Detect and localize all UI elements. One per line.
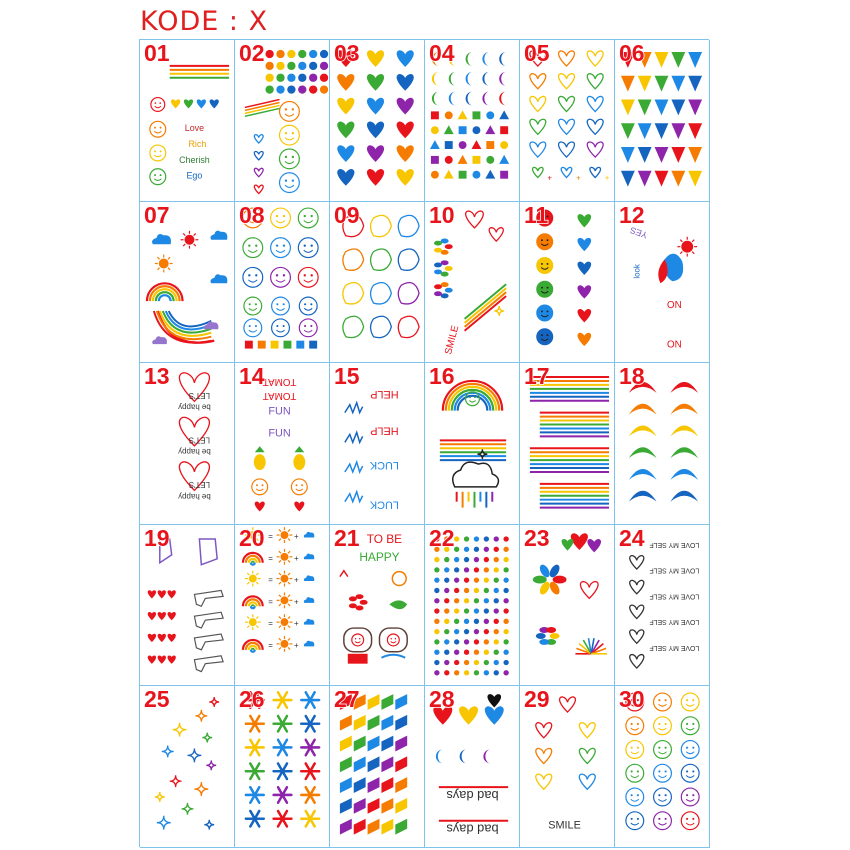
sticker-code: 03 [334, 40, 360, 66]
sticker-code: 13 [144, 363, 170, 390]
sticker-code: 10 [429, 201, 455, 228]
sticker-12[interactable] [615, 202, 710, 364]
sticker-24[interactable] [615, 525, 710, 687]
sticker-09[interactable] [330, 202, 425, 364]
svg-text:Rich: Rich [188, 139, 207, 150]
svg-text:+: + [294, 553, 299, 563]
svg-text:YES: YES [628, 224, 649, 241]
sticker-code: 22 [429, 524, 455, 551]
svg-text:+: + [547, 173, 552, 183]
sticker-19[interactable] [140, 525, 235, 687]
sticker-22[interactable] [425, 525, 520, 687]
sticker-26[interactable] [235, 686, 330, 848]
page-title: KODE : X [140, 6, 269, 37]
sticker-code: 05 [524, 40, 550, 66]
sticker-grid [139, 39, 709, 847]
sticker-code: 26 [239, 686, 265, 713]
sticker-code: 07 [144, 201, 170, 228]
svg-text:LET'S: LET'S [188, 480, 211, 490]
sticker-code: 27 [334, 686, 360, 713]
sticker-21[interactable] [330, 525, 425, 687]
svg-text:HELP: HELP [370, 424, 399, 437]
svg-text:+: + [576, 173, 581, 183]
sticker-code: 29 [524, 686, 550, 713]
svg-text:+: + [294, 597, 299, 607]
sticker-code: 17 [524, 363, 550, 390]
svg-text:TOMAT: TOMAT [262, 376, 297, 388]
svg-text:SMILE: SMILE [548, 820, 581, 833]
svg-text:LOVE MY SELF: LOVE MY SELF [649, 566, 700, 574]
svg-text:Love: Love [184, 123, 205, 134]
svg-text:bad days: bad days [446, 788, 499, 804]
sticker-06[interactable] [615, 40, 710, 202]
sticker-code: 25 [144, 686, 170, 713]
sticker-code: 18 [619, 363, 645, 390]
sticker-08[interactable] [235, 202, 330, 364]
sticker-27[interactable] [330, 686, 425, 848]
sticker-code: 01 [144, 40, 170, 66]
svg-text:=: = [268, 575, 273, 585]
sticker-04[interactable] [425, 40, 520, 202]
sticker-code: 15 [334, 363, 360, 390]
svg-text:=: = [268, 597, 273, 607]
svg-text:LOVE MY SELF: LOVE MY SELF [649, 643, 700, 651]
sticker-17[interactable] [520, 363, 615, 525]
sticker-18[interactable] [615, 363, 710, 525]
sticker-01[interactable] [140, 40, 235, 202]
sticker-03[interactable] [330, 40, 425, 202]
svg-text:NO: NO [666, 297, 682, 309]
svg-text:HELP: HELP [370, 388, 399, 401]
svg-text:=: = [268, 553, 273, 563]
svg-text:=: = [268, 531, 273, 541]
sticker-23[interactable] [520, 525, 615, 687]
svg-text:+: + [294, 575, 299, 585]
svg-text:LUCK: LUCK [369, 498, 399, 511]
sticker-code: 09 [334, 201, 360, 228]
sticker-15[interactable] [330, 363, 425, 525]
sticker-code: 14 [239, 363, 265, 390]
sticker-code: 19 [144, 524, 170, 551]
sticker-code: 11 [524, 201, 549, 228]
svg-text:be happy: be happy [178, 402, 211, 412]
svg-text:+: + [294, 618, 299, 628]
sticker-code: 20 [239, 524, 265, 551]
sticker-25[interactable] [140, 686, 235, 848]
svg-text:look: look [632, 263, 642, 279]
svg-text:be happy: be happy [178, 447, 211, 457]
sticker-16[interactable] [425, 363, 520, 525]
sticker-code: 12 [619, 201, 645, 228]
sticker-code: 16 [429, 363, 455, 390]
svg-text:bad days: bad days [446, 822, 499, 838]
sticker-code: 21 [334, 524, 360, 551]
sticker-07[interactable] [140, 202, 235, 364]
sticker-10[interactable] [425, 202, 520, 364]
sticker-28[interactable] [425, 686, 520, 848]
sticker-14[interactable] [235, 363, 330, 525]
sticker-code: 08 [239, 201, 265, 228]
sticker-13[interactable] [140, 363, 235, 525]
svg-text:=: = [268, 618, 273, 628]
svg-text:NO: NO [666, 337, 682, 349]
svg-text:SMILE: SMILE [443, 323, 462, 356]
sticker-code: 02 [239, 40, 265, 66]
svg-text:LUCK: LUCK [369, 459, 399, 472]
svg-text:=: = [268, 640, 273, 650]
sticker-29[interactable] [520, 686, 615, 848]
sticker-code: 06 [619, 40, 645, 66]
svg-text:LOVE MY SELF: LOVE MY SELF [649, 592, 700, 600]
svg-text:be happy: be happy [178, 491, 211, 501]
svg-text:+: + [294, 640, 299, 650]
svg-text:+: + [294, 531, 299, 541]
sticker-code: 28 [429, 686, 455, 713]
svg-text:HAPPY: HAPPY [359, 549, 400, 564]
sticker-code: 24 [619, 524, 645, 551]
sticker-05[interactable] [520, 40, 615, 202]
svg-text:LOVE MY SELF: LOVE MY SELF [649, 617, 700, 625]
sticker-30[interactable] [615, 686, 710, 848]
sticker-code: 30 [619, 686, 645, 713]
svg-text:LET'S: LET'S [188, 391, 211, 401]
svg-text:LET'S: LET'S [188, 435, 211, 445]
sticker-code: 23 [524, 524, 550, 551]
svg-text:TOMAT: TOMAT [262, 390, 297, 402]
sticker-02[interactable] [235, 40, 330, 202]
sticker-20[interactable] [235, 525, 330, 687]
svg-text:+: + [604, 173, 610, 183]
svg-text:FUN: FUN [268, 405, 291, 418]
svg-text:Cherish: Cherish [179, 154, 210, 165]
svg-text:FUN: FUN [268, 427, 291, 440]
svg-text:LOVE MY SELF: LOVE MY SELF [649, 540, 700, 548]
sticker-11[interactable] [520, 202, 615, 364]
svg-text:TO BE: TO BE [366, 531, 403, 546]
svg-text:Ego: Ego [186, 170, 203, 181]
sticker-code: 04 [429, 40, 455, 66]
